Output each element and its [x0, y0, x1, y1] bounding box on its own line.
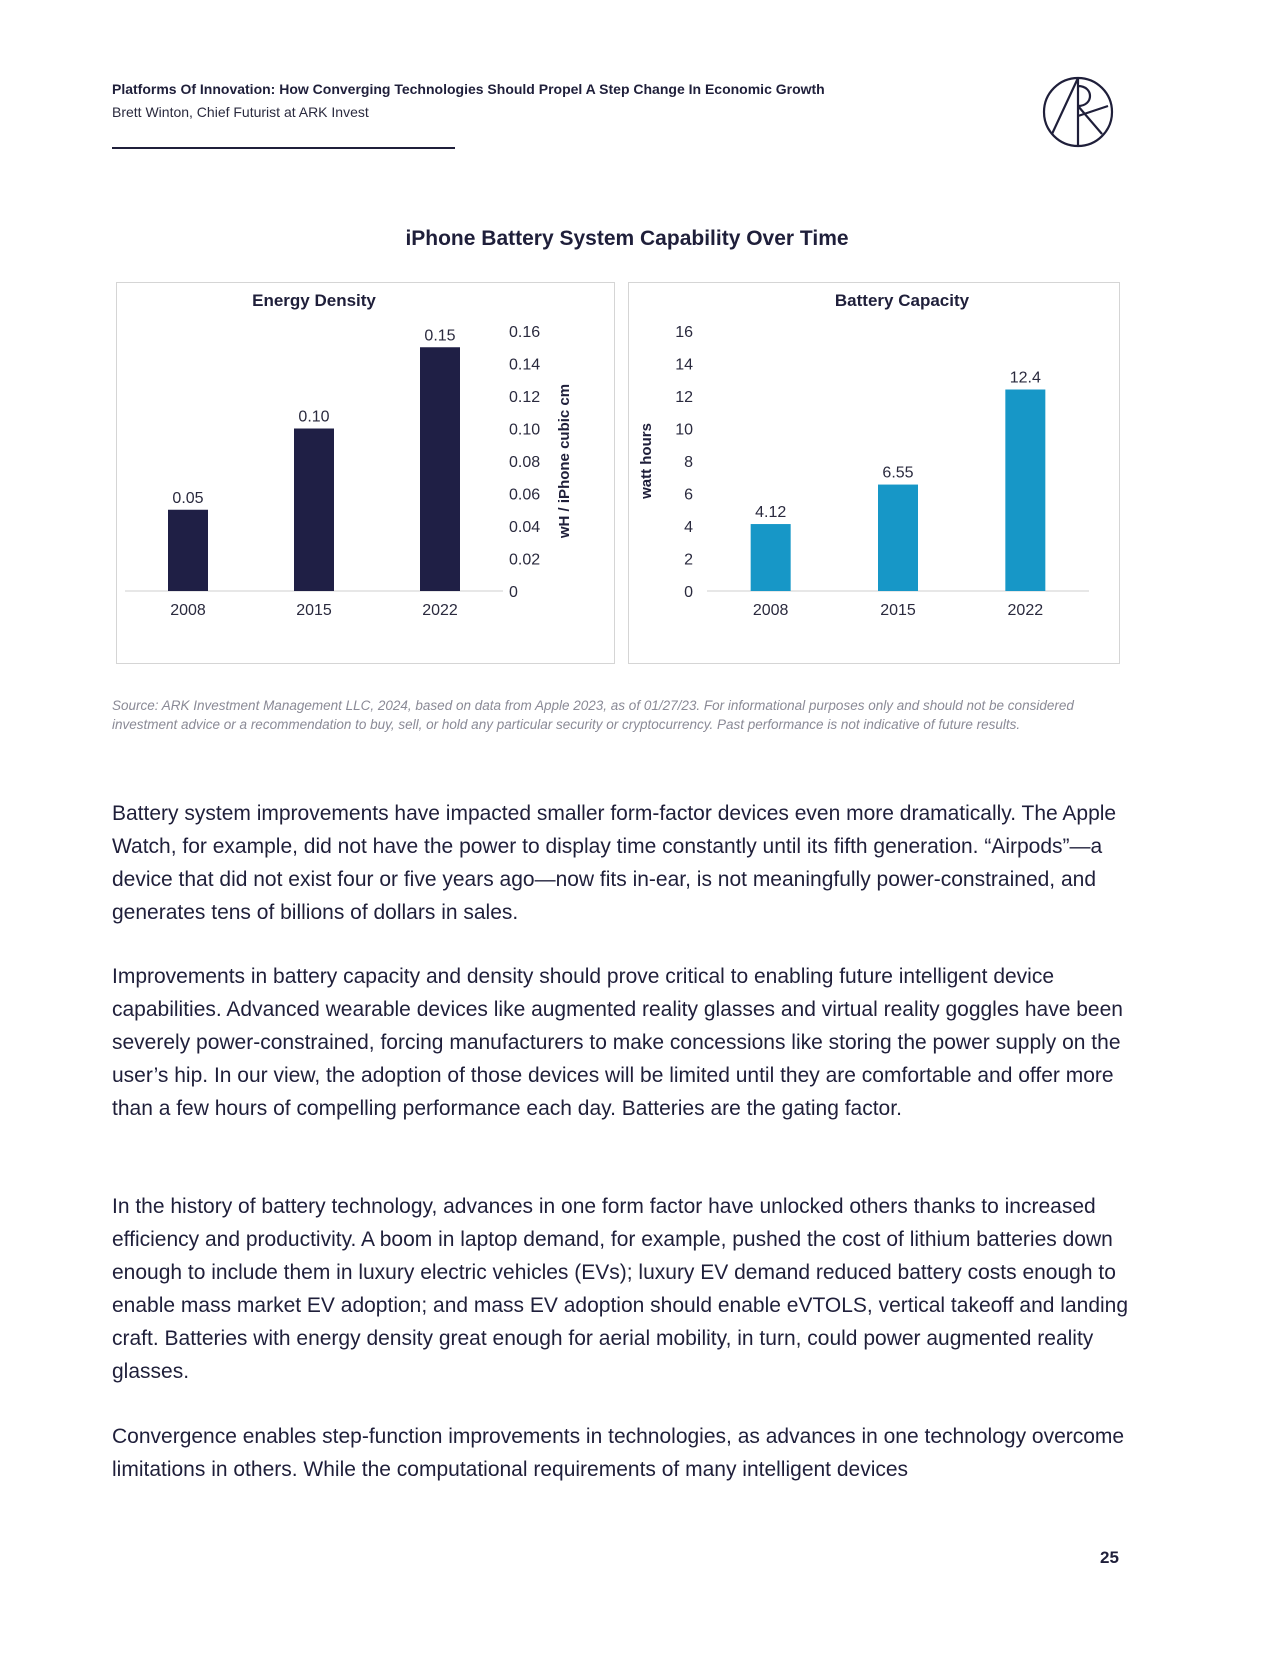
y-tick-label: 0: [509, 584, 518, 601]
data-label: 0.05: [172, 489, 204, 507]
body-paragraph: Improvements in battery capacity and density should prove critical to enabling future intelligent device capabilities. Advanced wearable devices like augmented reality glasses and virtual reality goggles have been severely power-constrained, forcing manufacturers to make concessions like storing the power supply on the user’s hip. In our view, the adoption of those devices will be limited until they are comfortable and offer more than a few hours of compelling performance each day. Batteries are the gating factor.: [112, 965, 1123, 1120]
header-divider: [112, 147, 455, 149]
author-line: Brett Winton, Chief Futurist at ARK Invest: [112, 104, 369, 120]
y-tick-label: 6: [684, 486, 693, 504]
y-tick-label: 14: [675, 356, 693, 374]
data-label: 0.10: [298, 408, 330, 426]
y-tick-label: 0.02: [509, 551, 541, 569]
y-tick-label: 16: [675, 324, 693, 341]
chart-title: Battery Capacity: [834, 291, 970, 310]
document-title: Platforms Of Innovation: How Converging Technologies Should Propel A Step Change In Economic Growth: [112, 81, 825, 97]
x-tick-label: 2022: [1007, 602, 1044, 619]
y-tick-label: 0.04: [509, 519, 541, 536]
bar: [1005, 390, 1045, 592]
y-axis-label: wH / iPhone cubic cm: [556, 383, 573, 539]
energy-density-panel: [116, 282, 615, 664]
x-tick-label: 2008: [752, 602, 789, 619]
y-tick-label: 0.08: [509, 454, 541, 471]
bar: [878, 485, 918, 591]
battery-capacity-chart: [629, 283, 1119, 663]
y-tick-label: 0.06: [509, 486, 541, 504]
y-tick-label: 10: [675, 421, 693, 439]
x-tick-label: 2008: [170, 602, 206, 619]
body-paragraph: Battery system improvements have impacted smaller form-factor devices even more dramatically. The Apple Watch, for example, did not have the power to display time constantly until its fifth generation. “Airpods”—a device that did not exist four or five years ago—now fits in-ear, is not meaningfully power-constrained, and generates tens of billions of dollars in sales.: [112, 802, 1117, 924]
x-tick-label: 2015: [880, 602, 916, 619]
battery-capacity-panel: [628, 282, 1120, 664]
energy-density-chart: [117, 283, 614, 663]
body-paragraph: In the history of battery technology, advances in one form factor have unlocked others thanks to increased efficiency and productivity. A boom in laptop demand, for example, pushed the cost of lithium batteries down enough to include them in luxury electric vehicles (EVs); luxury EV demand reduced battery costs enough to enable mass market EV adoption; and mass EV adoption should enable eVTOLS, vertical takeoff and landing craft. Batteries with energy density great enough for aerial mobility, in turn, could power augmented reality glasses.: [112, 1195, 1129, 1383]
y-tick-label: 0.10: [509, 421, 541, 439]
page-number: 25: [1100, 1548, 1119, 1567]
bar: [751, 524, 791, 591]
bar: [168, 510, 208, 591]
y-tick-label: 8: [684, 454, 693, 471]
bar: [420, 347, 460, 591]
y-tick-label: 0.14: [509, 356, 541, 374]
y-tick-label: 0: [684, 584, 693, 601]
data-label: 4.12: [755, 504, 787, 522]
ark-logo: [1042, 76, 1114, 148]
y-tick-label: 4: [684, 519, 693, 536]
chart-title: Energy Density: [252, 291, 376, 310]
bar: [294, 429, 334, 592]
y-axis-label: watt hours: [638, 423, 655, 499]
x-tick-label: 2022: [422, 602, 458, 619]
x-tick-label: 2015: [296, 602, 332, 619]
figure-title: iPhone Battery System Capability Over Time: [405, 227, 849, 250]
data-label: 6.55: [882, 464, 914, 482]
source-note: Source: ARK Investment Management LLC, 2024, based on data from Apple 2023, as of 01/27/23. For informational purposes only and should not be considered investment advice or a recommendation to buy, sell, or hold any particular security or cryptocurrency. Past performance is not indicative of future results.: [112, 698, 1074, 732]
data-label: 12.4: [1009, 369, 1041, 387]
body-paragraph: Convergence enables step-function improvements in technologies, as advances in one technology overcome limitations in others. While the computational requirements of many intelligent devices: [112, 1425, 1125, 1481]
y-tick-label: 12: [675, 389, 693, 406]
data-label: 0.15: [424, 327, 456, 345]
y-tick-label: 0.16: [509, 324, 541, 341]
y-tick-label: 2: [684, 551, 693, 569]
y-tick-label: 0.12: [509, 389, 541, 406]
